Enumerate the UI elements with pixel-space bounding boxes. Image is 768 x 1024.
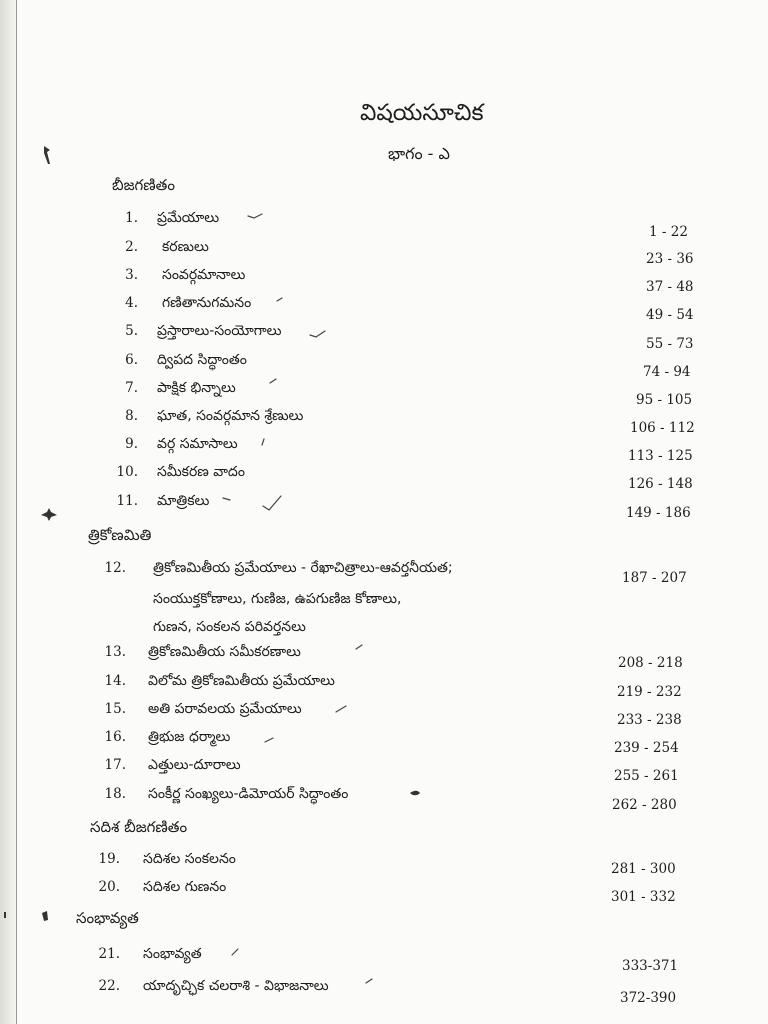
entry-number: 4. bbox=[125, 295, 138, 311]
margin-speck bbox=[41, 508, 57, 521]
entry-pages: 106 - 112 bbox=[630, 420, 695, 436]
section-heading-algebra: బీజగణితం bbox=[112, 176, 175, 194]
entry-title: యాదృచ్ఛిక చలరాశి - విభాజనాలు bbox=[143, 978, 329, 994]
entry-title: త్రికోణమితీయ సమీకరణాలు bbox=[148, 644, 301, 660]
entry-number: 19. bbox=[98, 851, 120, 867]
entry-title: ప్రస్తారాలు-సంయోగాలు bbox=[157, 323, 282, 339]
entry-number: 12. bbox=[104, 560, 126, 576]
entry-title: ప్రమేయాలు bbox=[157, 210, 220, 226]
entry-pages: 301 - 332 bbox=[611, 889, 676, 905]
entry-title: సంవర్గమానాలు bbox=[162, 267, 246, 283]
entry-pages: 281 - 300 bbox=[611, 861, 676, 877]
tick-mark bbox=[270, 379, 276, 383]
entry-number: 21. bbox=[98, 946, 120, 962]
entry-number: 3. bbox=[125, 267, 138, 283]
entry-number: 5. bbox=[125, 323, 138, 339]
entry-title: మాత్రికలు bbox=[157, 493, 210, 509]
entry-number: 22. bbox=[98, 978, 120, 994]
entry-number: 1. bbox=[125, 210, 138, 226]
entry-pages: 262 - 280 bbox=[612, 797, 677, 813]
entry-number: 10. bbox=[116, 464, 138, 480]
entry-title: సంభావ్యత bbox=[143, 946, 202, 962]
entry-pages: 187 - 207 bbox=[622, 570, 687, 586]
tick-mark bbox=[366, 979, 372, 983]
section-heading-trigonometry: త్రికోణమితి bbox=[88, 526, 152, 544]
entry-number: 16. bbox=[104, 729, 126, 745]
entry-number: 15. bbox=[104, 701, 126, 717]
entry-number: 20. bbox=[98, 879, 120, 895]
entry-title: విలోమ త్రికోణమితీయ ప్రమేయాలు bbox=[148, 673, 335, 689]
entry-pages: 23 - 36 bbox=[646, 251, 694, 267]
entry-number: 18. bbox=[104, 786, 126, 802]
tick-mark bbox=[265, 738, 273, 742]
entry-number: 2. bbox=[125, 239, 138, 255]
entry-title: వర్గ సమాసాలు bbox=[157, 436, 238, 452]
entry-number: 7. bbox=[125, 380, 138, 396]
entry-pages: 74 - 94 bbox=[643, 364, 691, 380]
entry-title: అతి పరావలయ ప్రమేయాలు bbox=[148, 701, 302, 717]
entry-title: సంకీర్ణ సంఖ్యలు-డిమోయర్ సిద్ధాంతం bbox=[148, 786, 349, 802]
entry-pages: 255 - 261 bbox=[614, 768, 679, 784]
entry-pages: 37 - 48 bbox=[646, 279, 694, 295]
entry-pages: 208 - 218 bbox=[618, 655, 683, 671]
entry-pages: 49 - 54 bbox=[646, 307, 694, 323]
entry-title: సదిశల గుణనం bbox=[143, 879, 227, 895]
entry-title: కరణులు bbox=[162, 239, 209, 255]
tick-mark bbox=[356, 645, 362, 649]
entry-title: ద్విపద సిద్ధాంతం bbox=[157, 352, 247, 368]
entry-title: గణితానుగమనం bbox=[162, 295, 252, 311]
entry-title: పాక్షిక భిన్నాలు bbox=[157, 380, 236, 396]
tick-mark bbox=[277, 298, 282, 301]
entry-title: త్రిభుజ ధర్మాలు bbox=[148, 729, 231, 745]
entry-title: సమీకరణ వాదం bbox=[157, 464, 245, 480]
entry-title-continuation: సంయుక్తకోణాలు, గుణిజ, ఉపగుణిజ కోణాలు, bbox=[153, 591, 402, 607]
entry-pages: 126 - 148 bbox=[628, 476, 693, 492]
entry-title-continuation: గుణన, సంకలన పరివర్తనలు bbox=[153, 619, 306, 635]
entry-number: 13. bbox=[104, 644, 126, 660]
margin-speck bbox=[42, 911, 48, 921]
entry-pages: 239 - 254 bbox=[614, 740, 679, 756]
entry-pages: 372-390 bbox=[620, 990, 677, 1006]
tick-mark bbox=[223, 496, 281, 510]
entry-pages: 149 - 186 bbox=[626, 505, 691, 521]
section-heading-vector-algebra: సదిశ బీజగణితం bbox=[90, 818, 188, 836]
entry-pages: 233 - 238 bbox=[617, 712, 682, 728]
entry-title: ఎత్తులు-దూరాలు bbox=[148, 757, 241, 773]
tick-mark bbox=[262, 439, 264, 445]
entry-pages: 113 - 125 bbox=[628, 448, 693, 464]
tick-mark bbox=[336, 706, 346, 712]
part-heading: భాగం - ఎ bbox=[388, 144, 450, 163]
entry-pages: 333-371 bbox=[622, 958, 679, 974]
entry-title: త్రికోణమితీయ ప్రమేయాలు - రేఖాచిత్రాలు-ఆవర్తనీయత; bbox=[153, 560, 453, 576]
document-title: విషయసూచిక bbox=[360, 100, 484, 126]
entry-number: 8. bbox=[125, 408, 138, 424]
entry-number: 6. bbox=[125, 352, 138, 368]
tick-mark bbox=[310, 331, 325, 337]
entry-pages: 219 - 232 bbox=[617, 684, 682, 700]
entry-title: సదిశల సంకలనం bbox=[143, 851, 236, 867]
entry-pages: 95 - 105 bbox=[636, 392, 693, 408]
entry-number: 11. bbox=[116, 493, 138, 509]
entry-number: 14. bbox=[104, 673, 126, 689]
margin-speck bbox=[410, 791, 420, 796]
entry-pages: 1 - 22 bbox=[649, 224, 688, 240]
tick-mark bbox=[232, 949, 238, 955]
entry-title: ఘాత, సంవర్గమాన శ్రేణులు bbox=[157, 408, 304, 424]
margin-speck bbox=[4, 912, 6, 918]
entry-number: 9. bbox=[125, 436, 138, 452]
margin-speck bbox=[44, 146, 50, 164]
section-heading-probability: సంభావ్యత bbox=[76, 909, 139, 927]
entry-number: 17. bbox=[104, 757, 126, 773]
entry-pages: 55 - 73 bbox=[646, 336, 694, 352]
tick-mark bbox=[248, 214, 262, 218]
